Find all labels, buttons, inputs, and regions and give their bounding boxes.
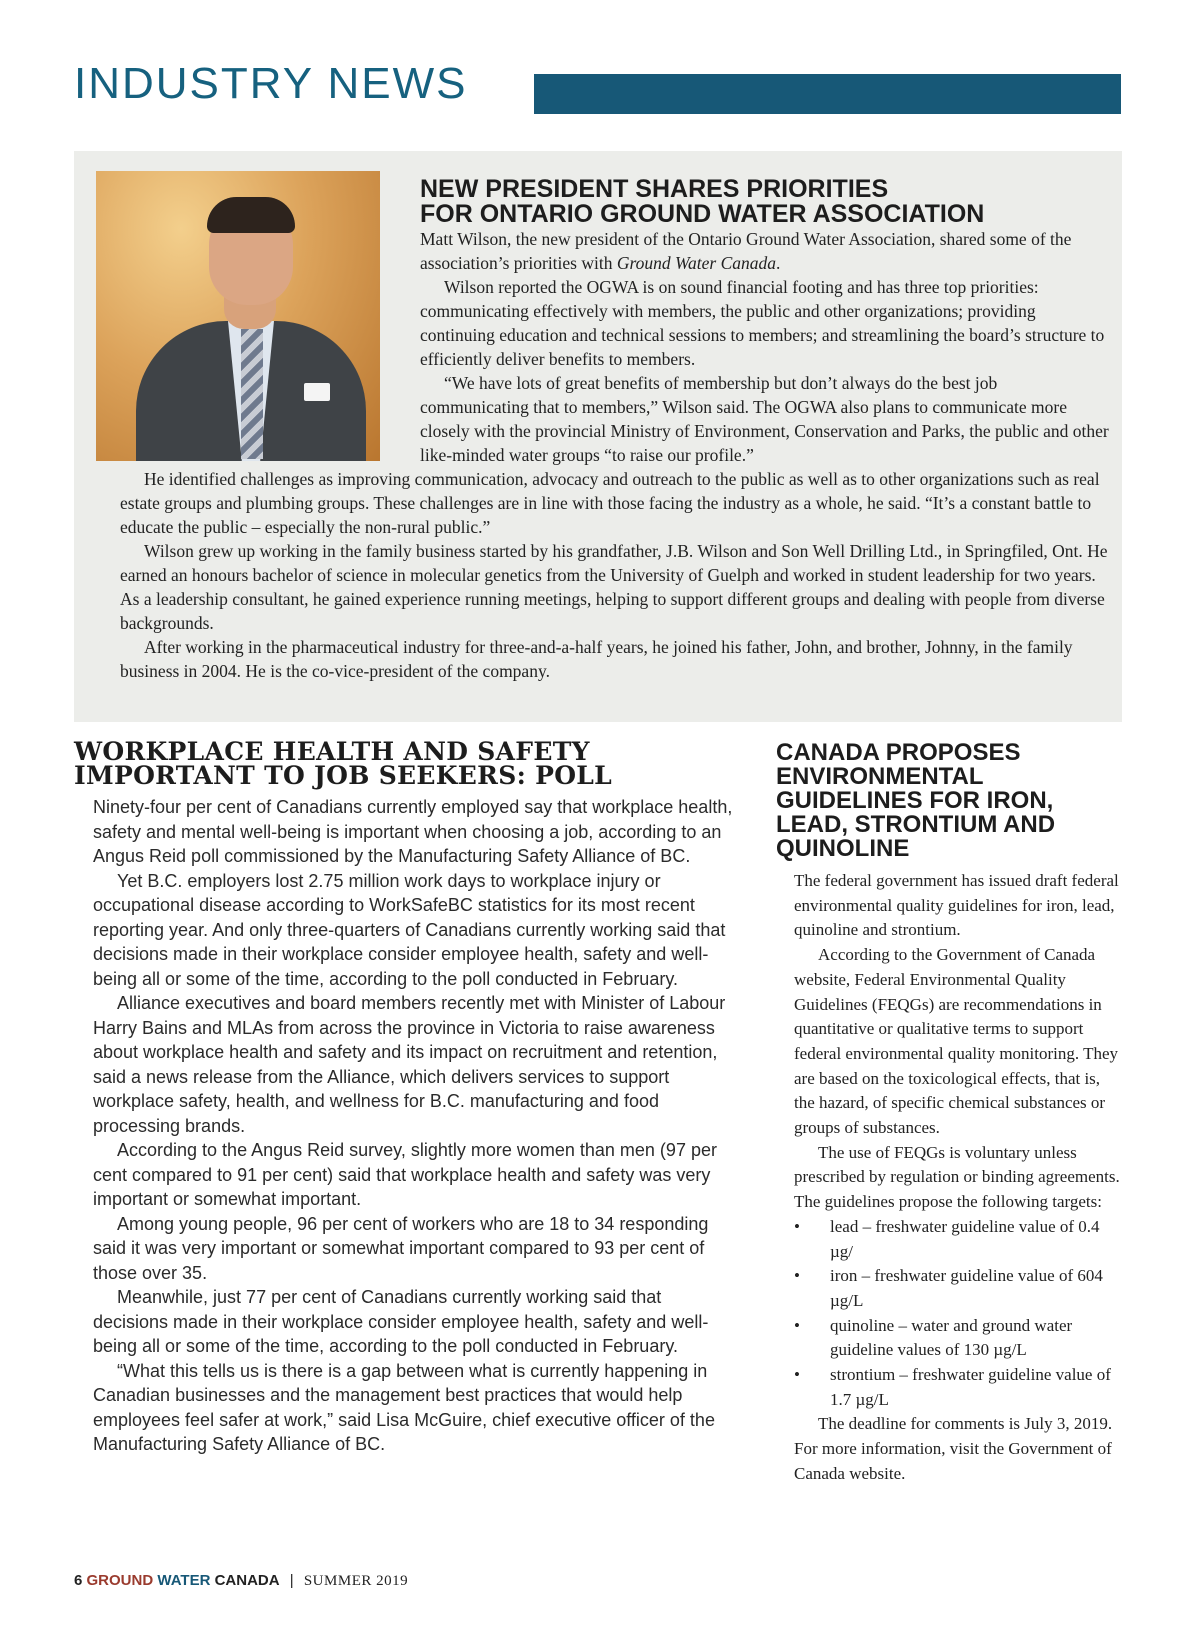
featured-paragraph: Wilson reported the OGWA is on sound financial footing and has three top priorities: communicating effectively with members, the public and other organizations; providing continuing education and technical sessions to members; and streamlining the board’s structure to efficiently deliver benefits to members. [420, 277, 1105, 369]
page-number: 6 [74, 1572, 83, 1589]
featured-paragraph: He identified challenges as improving communication, advocacy and outreach to the public as well as to other organizations such as real estate groups and plumbing groups. These challenges are in line with those facing the industry as a whole, he said. “It’s a constant battle to educate the public – especially the non-rural public.” [120, 469, 1100, 537]
article-paragraph: Alliance executives and board members recently met with Minister of Labour Harry Bains and MLAs from across the province in Victoria to raise awareness about workplace health and safety and its impact on recruitment and retention, said a news release from the Alliance, which delivers services to support workplace safety, health, and wellness for B.C. manufacturing and food processing brands. [93, 993, 726, 1136]
article-paragraph: The deadline for comments is July 3, 2019. For more information, visit the Government of Canada website. [794, 1414, 1113, 1483]
section-title-bar [534, 74, 1121, 114]
article-paragraph: Meanwhile, just 77 per cent of Canadians currently working said that decisions made in their workplace consider employee health, safety and well-being all or some of the time, according to the poll conducted in February. [93, 1287, 709, 1356]
publication-name-water: WATER [157, 1572, 211, 1589]
issue-date: SUMMER 2019 [303, 1573, 409, 1589]
article-paragraph: According to the Government of Canada website, Federal Environmental Quality Guidelines (FEQGs) are recommendations in quantitative or qualitative terms to support federal environmental quality monitoring. They are based on the toxicological effects, that is, the hazard, of specific chemical substances or groups of substances. [794, 945, 1119, 1138]
article-paragraph: “What this tells us is there is a gap between what is currently happening in Canadian businesses and the management best practices that would help employees feel safer at work,” said Lisa McGuire, chief executive officer of the Manufacturing Safety Alliance of BC. [93, 1360, 715, 1454]
list-item: • quinoline – water and ground water guideline values of 130 µg/L [794, 1315, 1073, 1360]
featured-body [120, 227, 1110, 683]
workplace-safety-article [74, 737, 734, 1457]
bullet-icon: • [794, 1315, 800, 1335]
bullet-icon: • [794, 1216, 800, 1236]
featured-paragraph: Wilson grew up working in the family business started by his grandfather, J.B. Wilson and Son Well Drilling Ltd., in Springfiled, Ont. He earned an honours bachelor of science in molecular genetics from the University of Guelph and worked in student leadership for two years. As a leadership consultant, he gained experience running meetings, helping to support different groups and dealing with people from diverse backgrounds. [120, 541, 1108, 633]
publication-name-canada: CANADA [214, 1572, 280, 1589]
section-title: INDUSTRY NEWS [74, 59, 468, 108]
guideline-targets-list [794, 1215, 1122, 1413]
article-paragraph: Yet B.C. employers lost 2.75 million work days to workplace injury or occupational disease according to WorkSafeBC statistics for its most recent reporting year. And only three-quarters of Canadians currently working said that decisions made in their workplace consider employee health, safety and well-being all or some of the time, according to the poll conducted in February. [93, 870, 726, 989]
bullet-icon: • [794, 1266, 800, 1286]
featured-paragraph: Matt Wilson, the new president of the Ontario Ground Water Association, shared some of the association’s priorities with Ground Water Canada. [420, 229, 1072, 273]
bullet-icon: • [794, 1365, 800, 1385]
article-paragraph: According to the Angus Reid survey, slightly more women than men (97 per cent compared to 91 per cent) said that workplace health and safety was very important or somewhat important. [93, 1140, 717, 1209]
article-paragraph: Ninety-four per cent of Canadians currently employed say that workplace health, safety and mental well-being is important when choosing a job, according to an Angus Reid poll commissioned by the Manufacturing Safety Alliance of BC. [93, 797, 733, 866]
list-item: • iron – freshwater guideline value of 604 µg/L [794, 1266, 1103, 1310]
featured-article [74, 151, 1122, 722]
list-item: • strontium – freshwater guideline value of 1.7 µg/L [794, 1365, 1111, 1409]
environmental-guidelines-article [776, 741, 1122, 1487]
footer-separator: | [289, 1572, 294, 1589]
featured-headline-line1: NEW PRESIDENT SHARES PRIORITIES [420, 175, 889, 203]
featured-headline [420, 177, 1100, 227]
article-paragraph: The federal government has issued draft federal environmental quality guidelines for iron, lead, quinoline and strontium. [794, 871, 1119, 940]
environmental-guidelines-body [776, 869, 1122, 1487]
page-footer [74, 1572, 408, 1590]
featured-paragraph: After working in the pharmaceutical industry for three-and-a-half years, he joined his father, John, and brother, Johnny, in the family business in 2004. He is the co-vice-president of the company. [120, 637, 1073, 681]
publication-name-ground: GROUND [86, 1572, 154, 1589]
environmental-guidelines-headline: CANADA PROPOSES ENVIRONMENTAL GUIDELINES FOR IRON, LEAD, STRONTIUM AND QUINOLINE [776, 739, 1056, 862]
featured-headline-line2: FOR ONTARIO GROUND WATER ASSOCIATION [420, 200, 985, 228]
article-paragraph: The use of FEQGs is voluntary unless prescribed by regulation or binding agreements. The guidelines propose the following targets: [794, 1142, 1120, 1212]
workplace-safety-headline: WORKPLACE HEALTH AND SAFETY IMPORTANT TO JOB SEEKERS: POLL [74, 737, 613, 790]
workplace-safety-body [74, 795, 734, 1457]
featured-paragraph: “We have lots of great benefits of membership but don’t always do the best job communicating that to members,” Wilson said. The OGWA also plans to communicate more closely with the provincial Ministry of Environment, Conservation and Parks, the public and other like-minded water groups “to raise our profile.” [420, 373, 1109, 465]
article-paragraph: Among young people, 96 per cent of workers who are 18 to 34 responding said it was very important or somewhat important compared to 93 per cent of those over 35. [93, 1213, 709, 1283]
list-item: • lead – freshwater guideline value of 0.4 µg/ [794, 1216, 1100, 1261]
